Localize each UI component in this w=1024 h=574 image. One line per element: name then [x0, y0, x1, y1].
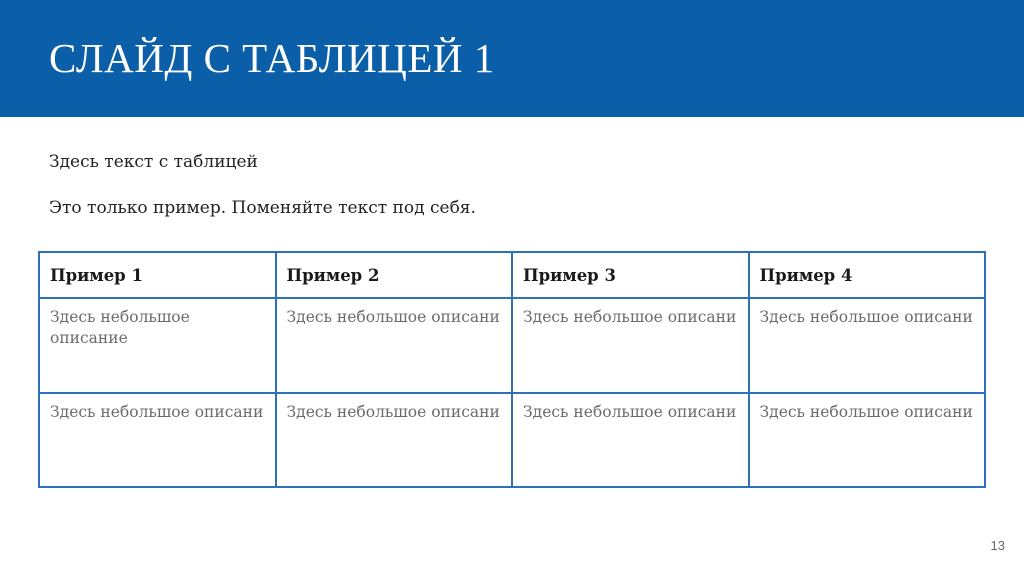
- page-number: 13: [990, 538, 1005, 553]
- table-cell: Здесь небольшое описани: [512, 393, 749, 488]
- table-cell: Здесь небольшое описани: [276, 298, 513, 393]
- table-cell: Здесь небольшое описани: [276, 393, 513, 488]
- table-cell: Здесь небольшое описани: [512, 298, 749, 393]
- table-header-cell: Пример 3: [512, 252, 749, 298]
- title-bar: [0, 0, 1024, 117]
- body-text-line-2: Это только пример. Поменяйте текст под себя.: [49, 198, 476, 218]
- data-table: [38, 251, 986, 488]
- table-row: [39, 298, 985, 393]
- table-cell: Здесь небольшое описани: [749, 393, 986, 488]
- body-text-line-1: Здесь текст с таблицей: [49, 152, 258, 172]
- table-header-cell: Пример 1: [39, 252, 276, 298]
- table-header-cell: Пример 2: [276, 252, 513, 298]
- table-header-row: [39, 252, 985, 298]
- table-row: [39, 393, 985, 488]
- table-header-cell: Пример 4: [749, 252, 986, 298]
- table-cell: Здесь небольшое описани: [749, 298, 986, 393]
- table-cell: Здесь небольшое описани: [39, 393, 276, 488]
- table-cell: Здесь небольшое описание: [39, 298, 276, 393]
- slide-title: СЛАЙД С ТАБЛИЦЕЙ 1: [49, 35, 495, 81]
